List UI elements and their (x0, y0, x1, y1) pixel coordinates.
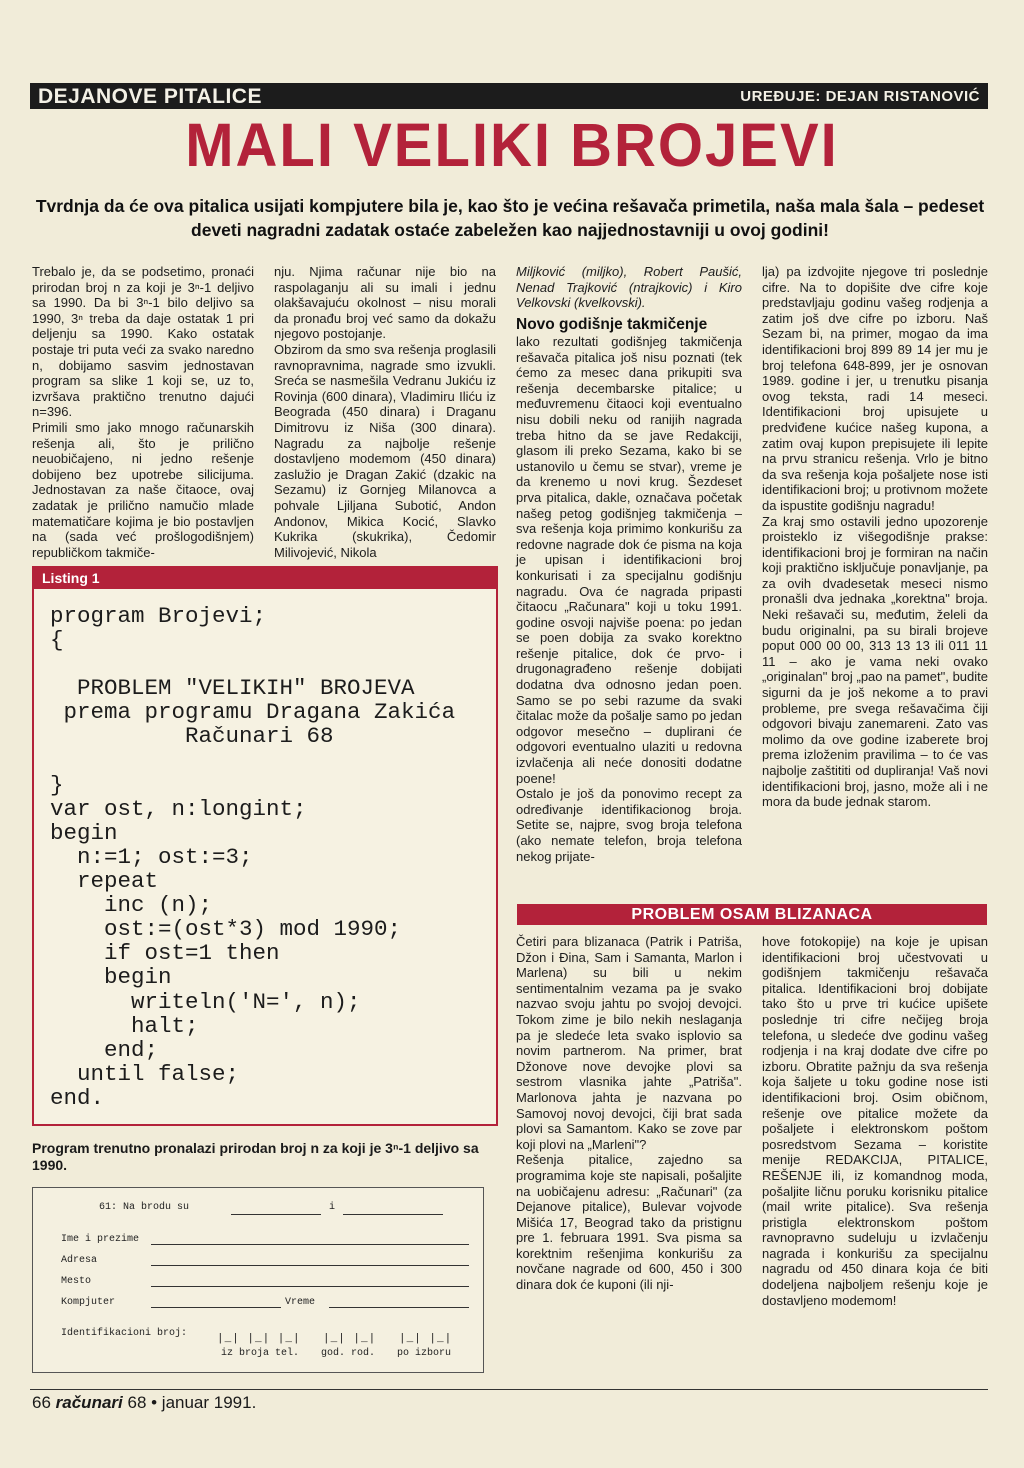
problem-bar (517, 904, 987, 925)
listing-code: program Brojevi; { PROBLEM "VELIKIH" BROJEVA prema programu Dragana Zakića Računari 68 } var ost, n:longint; begin n:=1; ost:=3; repeat inc (n); ost:=(ost*3) mod 1990; if ost=1 then begin writeln('N=', n); halt; end; until false; end. (50, 603, 456, 1111)
column-6: hove fotokopije) na koje je upisan identifikacioni broj učestvovati u godišnjem takmičenju rešavača pitalica. Identifikacioni broj dobijate tako što u prve tri kućice upišete poslednje tri cifre nečijeg broja telefona, u sledeće dve godinu vašeg rodjenja i na kraj dodate dve cifre po izboru. Obratite pažnju da sva rešenja koja šaljete u toku godine nose isti identifikacioni broj. Osim običnom, rešenje ove pitalice možete da pošaljete i elektronskom poštom posredstvom Sezama – koristite menije REDAKCIJA, PITALICE, REŠENJE ili, iz komandnog moda, pošaljite ličnu poruku korisniku pitalice (mail write pitalice). Sva rešenja pristigla elektronskom poštom ravnopravno sudeluju u izvlačenju nagrada i konkurišu za specijalnu nagradu od 450 dinara koja će biti dodeljena najboljem rešenju koje je dostavljeno modemom! (762, 934, 988, 1308)
coupon-id-boxes-choice[interactable]: |_| |_| (399, 1333, 453, 1345)
coupon-separator: i (329, 1202, 336, 1213)
coupon-name-label: Ime i prezime (61, 1234, 140, 1245)
coupon-answer-line-2[interactable] (343, 1214, 443, 1215)
listing-caption: Program trenutno pronalazi prirodan broj n za koji je 3ⁿ-1 deljivo sa 1990. (32, 1140, 479, 1173)
coupon-time-label: Vreme (285, 1297, 316, 1308)
page-number: 66 (32, 1393, 51, 1412)
column-1: Trebalo je, da se podsetimo, pronaći prirodan broj n za koji je 3ⁿ-1 deljivo sa 1990. Da bi 3ⁿ-1 bilo deljivo sa 1990, 3ⁿ treba da daje ostatak 1 pri deljenju sa 1990. Kako ostatak postaje tri puta veći za svako naredno n, dobijamo sasvim jednostavan program sa slike 1 koji se, uz to, izvršava praktično trenutno dajući n=396. Primili smo jako mnogo računarskih rešenja ali, što je prilično neuobičajeno, ni jedno rešenje dobijeno bez upotrebe silicijuma. Jednostavan za naše čitaoce, ovaj zadatak je prilično namučio mlade matematičare kojima je bio postavljen na (sada već prošlogodišnjem) republičkom takmiče- (32, 264, 254, 560)
coupon-id-label: Identifikacioni broj: (61, 1328, 188, 1339)
issue-info: 68 • januar 1991. (127, 1393, 257, 1412)
listing-label: Listing 1 (34, 568, 496, 589)
problem-title: PROBLEM OSAM BLIZANACA (631, 906, 873, 923)
footer-rule (30, 1389, 988, 1390)
coupon-question-label: 61: Na brodu su (99, 1202, 190, 1213)
coupon-address-label: Adresa (61, 1255, 98, 1266)
coupon-year-caption: god. rod. (321, 1348, 376, 1359)
page-footer (32, 1393, 256, 1413)
article-title: MALI VELIKI BROJEVI (185, 111, 839, 180)
coupon-city-label: Mesto (61, 1276, 92, 1287)
coupon-computer-field[interactable] (151, 1307, 281, 1308)
coupon-name-field[interactable] (151, 1244, 469, 1245)
listing-box (32, 566, 498, 1126)
column-4: lja) pa izdvojite njegove tri poslednje cifre. Na to dopišite dve cifre koje predstavljaju godinu vašeg rodjenja a zatim još dve cifre po izboru. Naš Sezam bi, na primer, mogao da ima identifikacioni broj 899 89 14 jer mu je broj telefona 648-899, jer je osnovan 1989. godine i jer, u trenutku pisanja ovog teksta, radi 14 meseci. Identifikacioni broj upisujete u predviđene kućice našeg kupona, a zatim ovaj kupon prepisujete ili lepite na prvu stranicu rešenja. Vrlo je bitno da sva rešenja koja pošaljete nose isti identifikacioni broj; u protivnom možete da ispustite godišnju nagradu! Za kraj smo ostavili jedno upozorenje proisteklo iz višegodišnje prakse: identifikacioni broj je formiran na način koji praktično isključuje ponavljanje, pa za ovih dvadesetak meseci nismo pronašli dva jednaka „korektna" broja. Neki rešavači su, međutim, želeli da budu originalni, pa su birali brojeve poput 000 00 00, 313 13 13 ili 011 11 11 – ako je vama neki ovako „originalan" broj „pao na pamet", budite sigurni da je još nekome a to pravi probleme, pre svega rešavačima čiji odgovori bivaju zanemareni. Zato vas molimo da ove godine izaberete broj prema izloženim pravilima – to će vas najbolje zaštititi od dupliranja! Vaš novi identifikacioni broj, jasno, može ali i ne mora da bude jednak starom. (762, 264, 988, 810)
column-2: nju. Njima računar nije bio na raspolaganju ali su imali i jednu olakšavajuću okolnost – nisu morali da pronađu broj već samo da dokažu njegovo postojanje. Obzirom da smo sva rešenja proglasili ravnopravnima, nagrade smo izvukli. Sreća se nasmešila Vedranu Jukiću iz Rovinja (600 dinara), Vladimiru Iliću iz Beograda (450 dinara) i Draganu Dimitrovu iz Niša (300 dinara). Nagradu za najbolje rešenje dostavljeno modemom (450 dinara) zaslužio je Dragan Zakić (dzakic na Sezamu) iz Gornjeg Milanovca a pohvale Ljiljana Subotić, Andon Andonov, Mikica Kocić, Slavko Kukrika (skukrika), Čedomir Milivojević, Nikola (274, 264, 496, 560)
coupon-city-field[interactable] (151, 1286, 469, 1287)
coupon-address-field[interactable] (151, 1265, 469, 1266)
coupon-answer-line-1[interactable] (231, 1214, 321, 1215)
coupon-computer-label: Kompjuter (61, 1297, 116, 1308)
column-5: Četiri para blizanaca (Patrik i Patriša, Džon i Đina, Sam i Samanta, Marlon i Marlena) su bili u nekim sentimentalnim vezama pa je svako nazvao svoju jahtu po svojoj devojci. Tokom zime je bilo nekih neslaganja pa je sledeće leta svako isplovio sa novim partnerom. Na primer, brat Džonove nove devojke plovi sa sestrom vlasnika jahte „Patriša". Marlonova jahta je nazvana po Samovoj novoj devojci, čiji brat sada plovi sa Samantom. Kako se zove par koji plovi na „Marleni"? Rešenja pitalice, zajedno sa programima koje ste napisali, pošaljite na uobičajenu adresu: „Računari" (za Dejanove pitalice), Bulevar vojvode Mišića 17, Beograd tako da pristignu pre 1. februara 1991. Sva pisma sa korektnim rešenjima konkurišu za novčane nagrade od 600, 450 i 300 dinara dok će kuponi (ili nji- (516, 934, 742, 1293)
editor-credit: UREĐUJE: DEJAN RISTANOVIĆ (740, 88, 980, 105)
section-name: DEJANOVE PITALICE (38, 85, 262, 108)
article-lead: Tvrdnja da će ova pitalica usijati kompjutere bila je, kao što je većina rešavača primetila, naša mala šala – pedeset deveti nagradni zadatak ostaće zabeležen kao najjednostavniji u ovoj godini! (35, 196, 985, 240)
coupon-phone-caption: iz broja tel. (221, 1348, 300, 1359)
column-3: lako rezultati godišnjeg takmičenja rešavača pitalica još nisu poznati (tek ćemo za mesec dana prikupiti sva rešenja decembarske pitalice; u međuvremenu čitaoci koji eventualno nisu dobili neku od ranijih nagrada treba hitno da se jave Redakciji, glasom ili preko Sezama, kako bi se ustanovilo u čemu se stvar), vreme je da krenemo u novi krug. Šezdeset prva pitalica, dakle, označava početak našeg petog godišnjeg takmičenja – sva rešenja koja primimo konkurišu za redovne nagrade dok će pisma na koja je upisan i identifikacioni broj konkurisati i za specijalnu godišnju nagradu. Ova će nagrada pripasti čitaocu „Računara" koji u toku 1991. godine osvoji najviše poena: po jedan se poen dobija za svako korektno rešenje pitalice, dok će prvo- i drugonagrađeno rešenje dobijati dodatna dva odnosno jedan poen. Samo se po sebi razume da svaki čitalac može da pošalje samo po jedan odgovor mesečno – duplirani će odgovori eventualno ulaziti u redovna izvlačenja ali neće donositi dodatne poene! Ostalo je još da ponovimo recept za određivanje identifikacionog broja. Setite se, najpre, svog broja telefona (ako nemate telefon, broja telefona nekog prijate- (516, 334, 742, 864)
section-header-bar (30, 83, 988, 109)
magazine-name: računari (55, 1393, 123, 1412)
entry-coupon (32, 1187, 484, 1373)
column-3-top: Miljković (miljko), Robert Paušić, Nenad Trajković (ntrajkovic) i Kiro Velkovski (kvelkovski). (516, 264, 742, 311)
coupon-id-boxes-year[interactable]: |_| |_| (323, 1333, 377, 1345)
subheading-new-contest: Novo godišnje takmičenje (516, 316, 708, 333)
coupon-choice-caption: po izboru (397, 1348, 452, 1359)
coupon-id-boxes-phone[interactable]: |_| |_| |_| (217, 1333, 301, 1345)
coupon-time-field[interactable] (329, 1307, 469, 1308)
